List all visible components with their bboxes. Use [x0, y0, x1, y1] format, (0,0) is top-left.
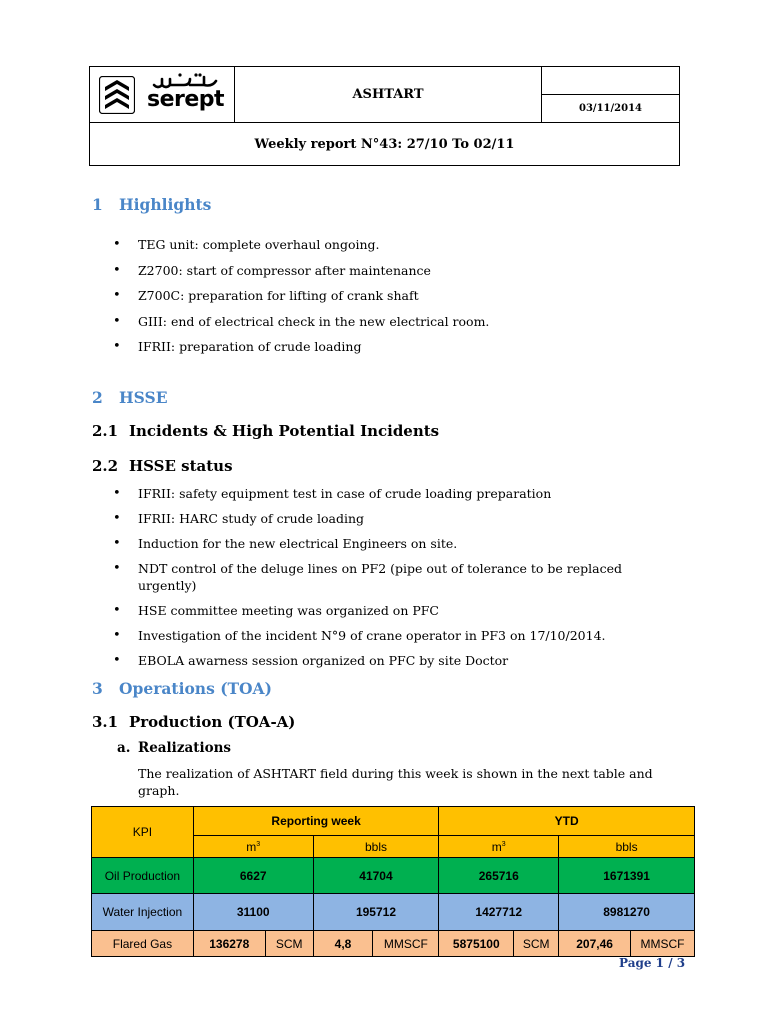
header-title: ASHTART — [235, 67, 542, 122]
table-cell: 31100 — [193, 894, 313, 931]
table-unit-cell: MMSCF — [373, 931, 439, 957]
list-item: • Z2700: start of compressor after maintenance — [110, 262, 670, 279]
table-cell: 6627 — [193, 858, 313, 894]
report-title: Weekly report N°43: 27/10 To 02/11 — [90, 122, 679, 165]
list-item: • IFRII: preparation of crude loading — [110, 338, 670, 355]
subsection-title: Production (TOA-A) — [129, 713, 296, 731]
item-letter: a. — [117, 740, 131, 756]
table-cell: 265716 — [439, 858, 559, 894]
list-item: • Z700C: preparation for lifting of crank shaft — [110, 287, 670, 304]
table-cell: 136278 — [193, 931, 265, 957]
logo-text: serept — [147, 87, 225, 112]
realizations-title: Realizations — [138, 740, 232, 756]
section-number: 3 — [92, 679, 103, 698]
report-header — [89, 66, 680, 166]
list-item: • HSE committee meeting was organized on PFC — [110, 602, 670, 619]
section-operations-heading — [92, 679, 272, 698]
unit-superscript: 3 — [501, 840, 506, 848]
section-title: HSSE — [119, 388, 168, 407]
unit-m3-header — [193, 836, 313, 858]
kpi-table — [91, 806, 695, 957]
list-item: • Investigation of the incident N°9 of crane operator in PF3 on 17/10/2014. — [110, 627, 670, 644]
section-hsse-heading — [92, 388, 168, 407]
table-unit-cell: SCM — [265, 931, 313, 957]
kpi-header: KPI — [92, 807, 194, 858]
unit-bbls-header: bbls — [559, 836, 695, 858]
table-cell: 5875100 — [439, 931, 514, 957]
subsection-production-heading — [92, 713, 295, 731]
table-row — [92, 931, 695, 957]
section-highlights-heading — [92, 195, 211, 214]
hsse-status-list — [110, 485, 670, 669]
unit-m3-header — [439, 836, 559, 858]
list-item: • IFRII: safety equipment test in case of crude loading preparation — [110, 485, 670, 502]
table-cell: 1671391 — [559, 858, 695, 894]
table-cell: 4,8 — [313, 931, 373, 957]
header-date: 03/11/2014 — [579, 103, 642, 114]
table-cell: 207,46 — [559, 931, 631, 957]
list-item: • Induction for the new electrical Engineers on site. — [110, 535, 670, 552]
list-item: • EBOLA awarness session organized on PFC by site Doctor — [110, 652, 670, 669]
table-cell: 195712 — [313, 894, 439, 931]
header-empty-cell — [542, 67, 679, 95]
list-item: • TEG unit: complete overhaul ongoing. — [110, 236, 670, 253]
subsection-number: 2.1 — [92, 422, 119, 440]
table-cell: 1427712 — [439, 894, 559, 931]
subsection-title: Incidents & High Potential Incidents — [129, 422, 440, 440]
section-title: Highlights — [119, 195, 212, 214]
serept-logo-icon — [99, 76, 135, 114]
page-number: Page 1 / 3 — [619, 956, 686, 970]
subsection-number: 2.2 — [92, 457, 119, 475]
unit-label: m — [246, 839, 257, 854]
table-unit-cell: SCM — [514, 931, 559, 957]
row-label-gas: Flared Gas — [92, 931, 194, 957]
list-item: • NDT control of the deluge lines on PF2 (pipe out of tolerance to be replaced urgently) — [110, 560, 638, 594]
table-row — [92, 894, 695, 931]
subsection-title: HSSE status — [129, 457, 233, 475]
row-label-oil: Oil Production — [92, 858, 194, 894]
section-number: 1 — [92, 195, 103, 214]
ytd-header: YTD — [439, 807, 695, 836]
realizations-text: The realization of ASHTART field during this week is shown in the next table and graph. — [138, 766, 653, 798]
realizations-heading — [117, 740, 231, 756]
table-unit-cell: MMSCF — [631, 931, 695, 957]
list-item: • IFRII: HARC study of crude loading — [110, 510, 670, 527]
logo-cell — [90, 67, 235, 122]
unit-bbls-header: bbls — [313, 836, 439, 858]
table-cell: 8981270 — [559, 894, 695, 931]
highlights-list — [110, 236, 670, 355]
subsection-number: 3.1 — [92, 713, 119, 731]
unit-superscript: 3 — [256, 840, 261, 848]
unit-label: m — [491, 839, 502, 854]
subsection-incidents-heading — [92, 422, 439, 440]
table-cell: 41704 — [313, 858, 439, 894]
section-number: 2 — [92, 388, 103, 407]
table-row — [92, 858, 695, 894]
list-item: • GIII: end of electrical check in the new electrical room. — [110, 313, 670, 330]
subsection-hsse-status-heading — [92, 457, 233, 475]
reporting-week-header: Reporting week — [193, 807, 439, 836]
section-title: Operations (TOA) — [119, 679, 272, 698]
row-label-water: Water Injection — [92, 894, 194, 931]
